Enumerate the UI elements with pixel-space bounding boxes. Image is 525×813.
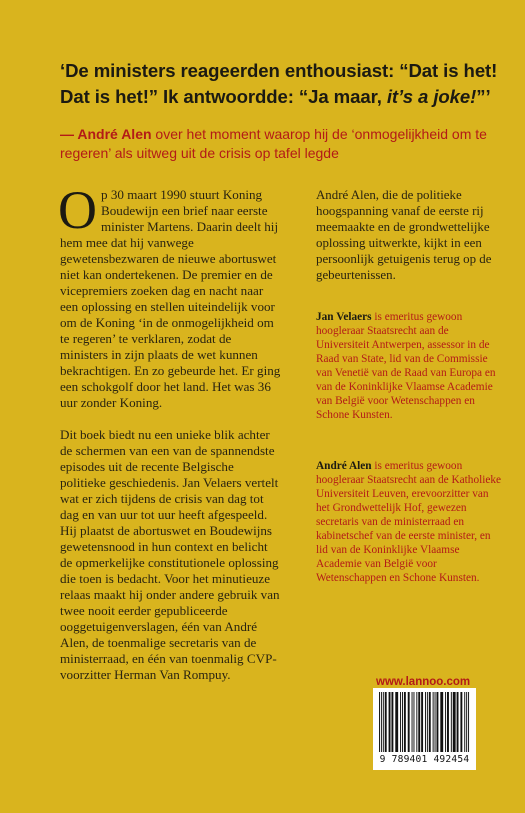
barcode-bar: [418, 692, 420, 752]
barcode-bar: [413, 692, 414, 752]
quote-line-2a: Dat is het!” Ik antwoordde: “Ja maar,: [60, 86, 387, 107]
barcode-bar: [457, 692, 459, 752]
barcode-bar: [400, 692, 401, 752]
barcode-bar: [445, 692, 446, 752]
barcode-bar: [416, 692, 417, 752]
isbn-barcode: [373, 688, 476, 770]
quote-line-2b: ”’: [476, 86, 491, 107]
barcode-bar: [412, 692, 413, 752]
barcode-bar: [425, 692, 426, 752]
barcode-bar: [429, 692, 431, 752]
author-name-alen: André Alen: [316, 460, 372, 472]
barcode-bar: [391, 692, 393, 752]
attribution-text: over het moment waarop hij de ‘onmogelijkheid om te regeren’ als uitweg uit de crisis op tafel legde: [60, 126, 487, 161]
barcode-bar: [404, 692, 406, 752]
barcode-bar: [440, 692, 443, 752]
quote-attribution: [60, 125, 490, 163]
drop-cap: O: [58, 180, 97, 240]
author-bio-alen: [316, 459, 502, 585]
barcode-bar: [464, 692, 465, 752]
blurb-paragraph-1-text: p 30 maart 1990 stuurt Koning Boudewijn een brief naar eerste minister Martens. Daarin deelt hij hem mee dat hij vanwege gewetensbezwaren de nieuwe abortuswet niet kan ondertekenen. De premier en de vicepremiers zoeken dag en nacht naar een oplossing en stellen uiteindelijk voor om de Koning ‘in de onmogelijkheid om te regeren’ te verklaren, zodat de ministers in zijn plaats de wet kunnen bekrachtigen. En zo gebeurde het. Er ging een schokgolf door het land. Het was 36 uur zonder Koning.: [60, 187, 281, 410]
barcode-bar: [460, 692, 462, 752]
barcode-bars-icon: [377, 692, 472, 754]
barcode-bar: [447, 692, 449, 752]
quote-emphasis: it’s a joke!: [386, 86, 477, 107]
back-cover-quote: [60, 58, 500, 110]
barcode-bar: [385, 692, 387, 752]
blurb-right-column: [316, 187, 496, 283]
barcode-bar: [466, 692, 467, 752]
barcode-bar: [383, 692, 384, 752]
barcode-bar: [381, 692, 382, 752]
publisher-url[interactable]: www.lannoo.com: [376, 676, 471, 688]
blurb-paragraph-3: André Alen, die de politieke hoogspanning vanaf de eerste rij meemaakte en de grondwettelijke oplossing uitwerkte, kijkt in een persoonlijk getuigenis terug op de gebeurtenissen.: [316, 188, 492, 282]
isbn-number: 9 789401 492454: [379, 754, 470, 765]
barcode-bar: [427, 692, 428, 752]
barcode-bar: [435, 692, 436, 752]
blurb-left-column: [58, 180, 282, 683]
barcode-bar: [451, 692, 452, 752]
barcode-bar: [402, 692, 403, 752]
barcode-bar: [379, 692, 380, 752]
attribution-name: — André Alen: [60, 126, 152, 142]
barcode-bar: [421, 692, 423, 752]
blurb-paragraph-2: Dit boek biedt nu een unieke blik achter de schermen van een van de spannendste episodes uit de recente Belgische politieke geschiedenis. Jan Velaers vertelt wat er zich tijdens de crisis van dag tot dag en van uur tot uur heeft afgespeeld. Hij plaatst de abortuswet en Boudewijns gewetensnood in hun context en belicht de opmerkelijke constitutionele oplossing die toen is bedacht. Voor het minutieuze relaas maakt hij onder andere gebruik van twee nooit eerder gepubliceerde ooggetuigenverslagen, één van André Alen, de toenmalige secretaris van de ministerraad, en één van toenmalig CVP-voorzitter Herman Van Rompuy.: [60, 427, 280, 682]
barcode-bar: [468, 692, 469, 752]
barcode-bar: [389, 692, 391, 752]
author-bio-velaers-text: is emeritus gewoon hoogleraar Staatsrecht aan de Universiteit Antwerpen, assessor in de Raad van State, lid van de Commissie van Venetië van de Raad van Europa en van de Koninklijke Vlaamse Academie van België voor Wetenschappen en Schone Kunsten.: [316, 311, 496, 421]
barcode-bar: [408, 692, 410, 752]
barcode-bar: [453, 692, 456, 752]
author-bio-velaers: [316, 310, 502, 422]
barcode-bar: [395, 692, 398, 752]
quote-line-1: ‘De ministers reageerden enthousiast: “Dat is het!: [60, 60, 498, 81]
barcode-bar: [436, 692, 438, 752]
blurb-paragraph-1: [58, 180, 282, 411]
barcode-bar: [433, 692, 434, 752]
author-name-velaers: Jan Velaers: [316, 311, 372, 323]
author-bio-alen-text: is emeritus gewoon hoogleraar Staatsrecht aan de Katholieke Universiteit Leuven, erevoorzitter van het Grondwettelijk Hof, gewezen secretaris van de ministerraad en kabinetschef van de eerste minister, en lid van de Koninklijke Vlaamse Academie van België voor Wetenschappen en Schone Kunsten.: [316, 460, 502, 584]
